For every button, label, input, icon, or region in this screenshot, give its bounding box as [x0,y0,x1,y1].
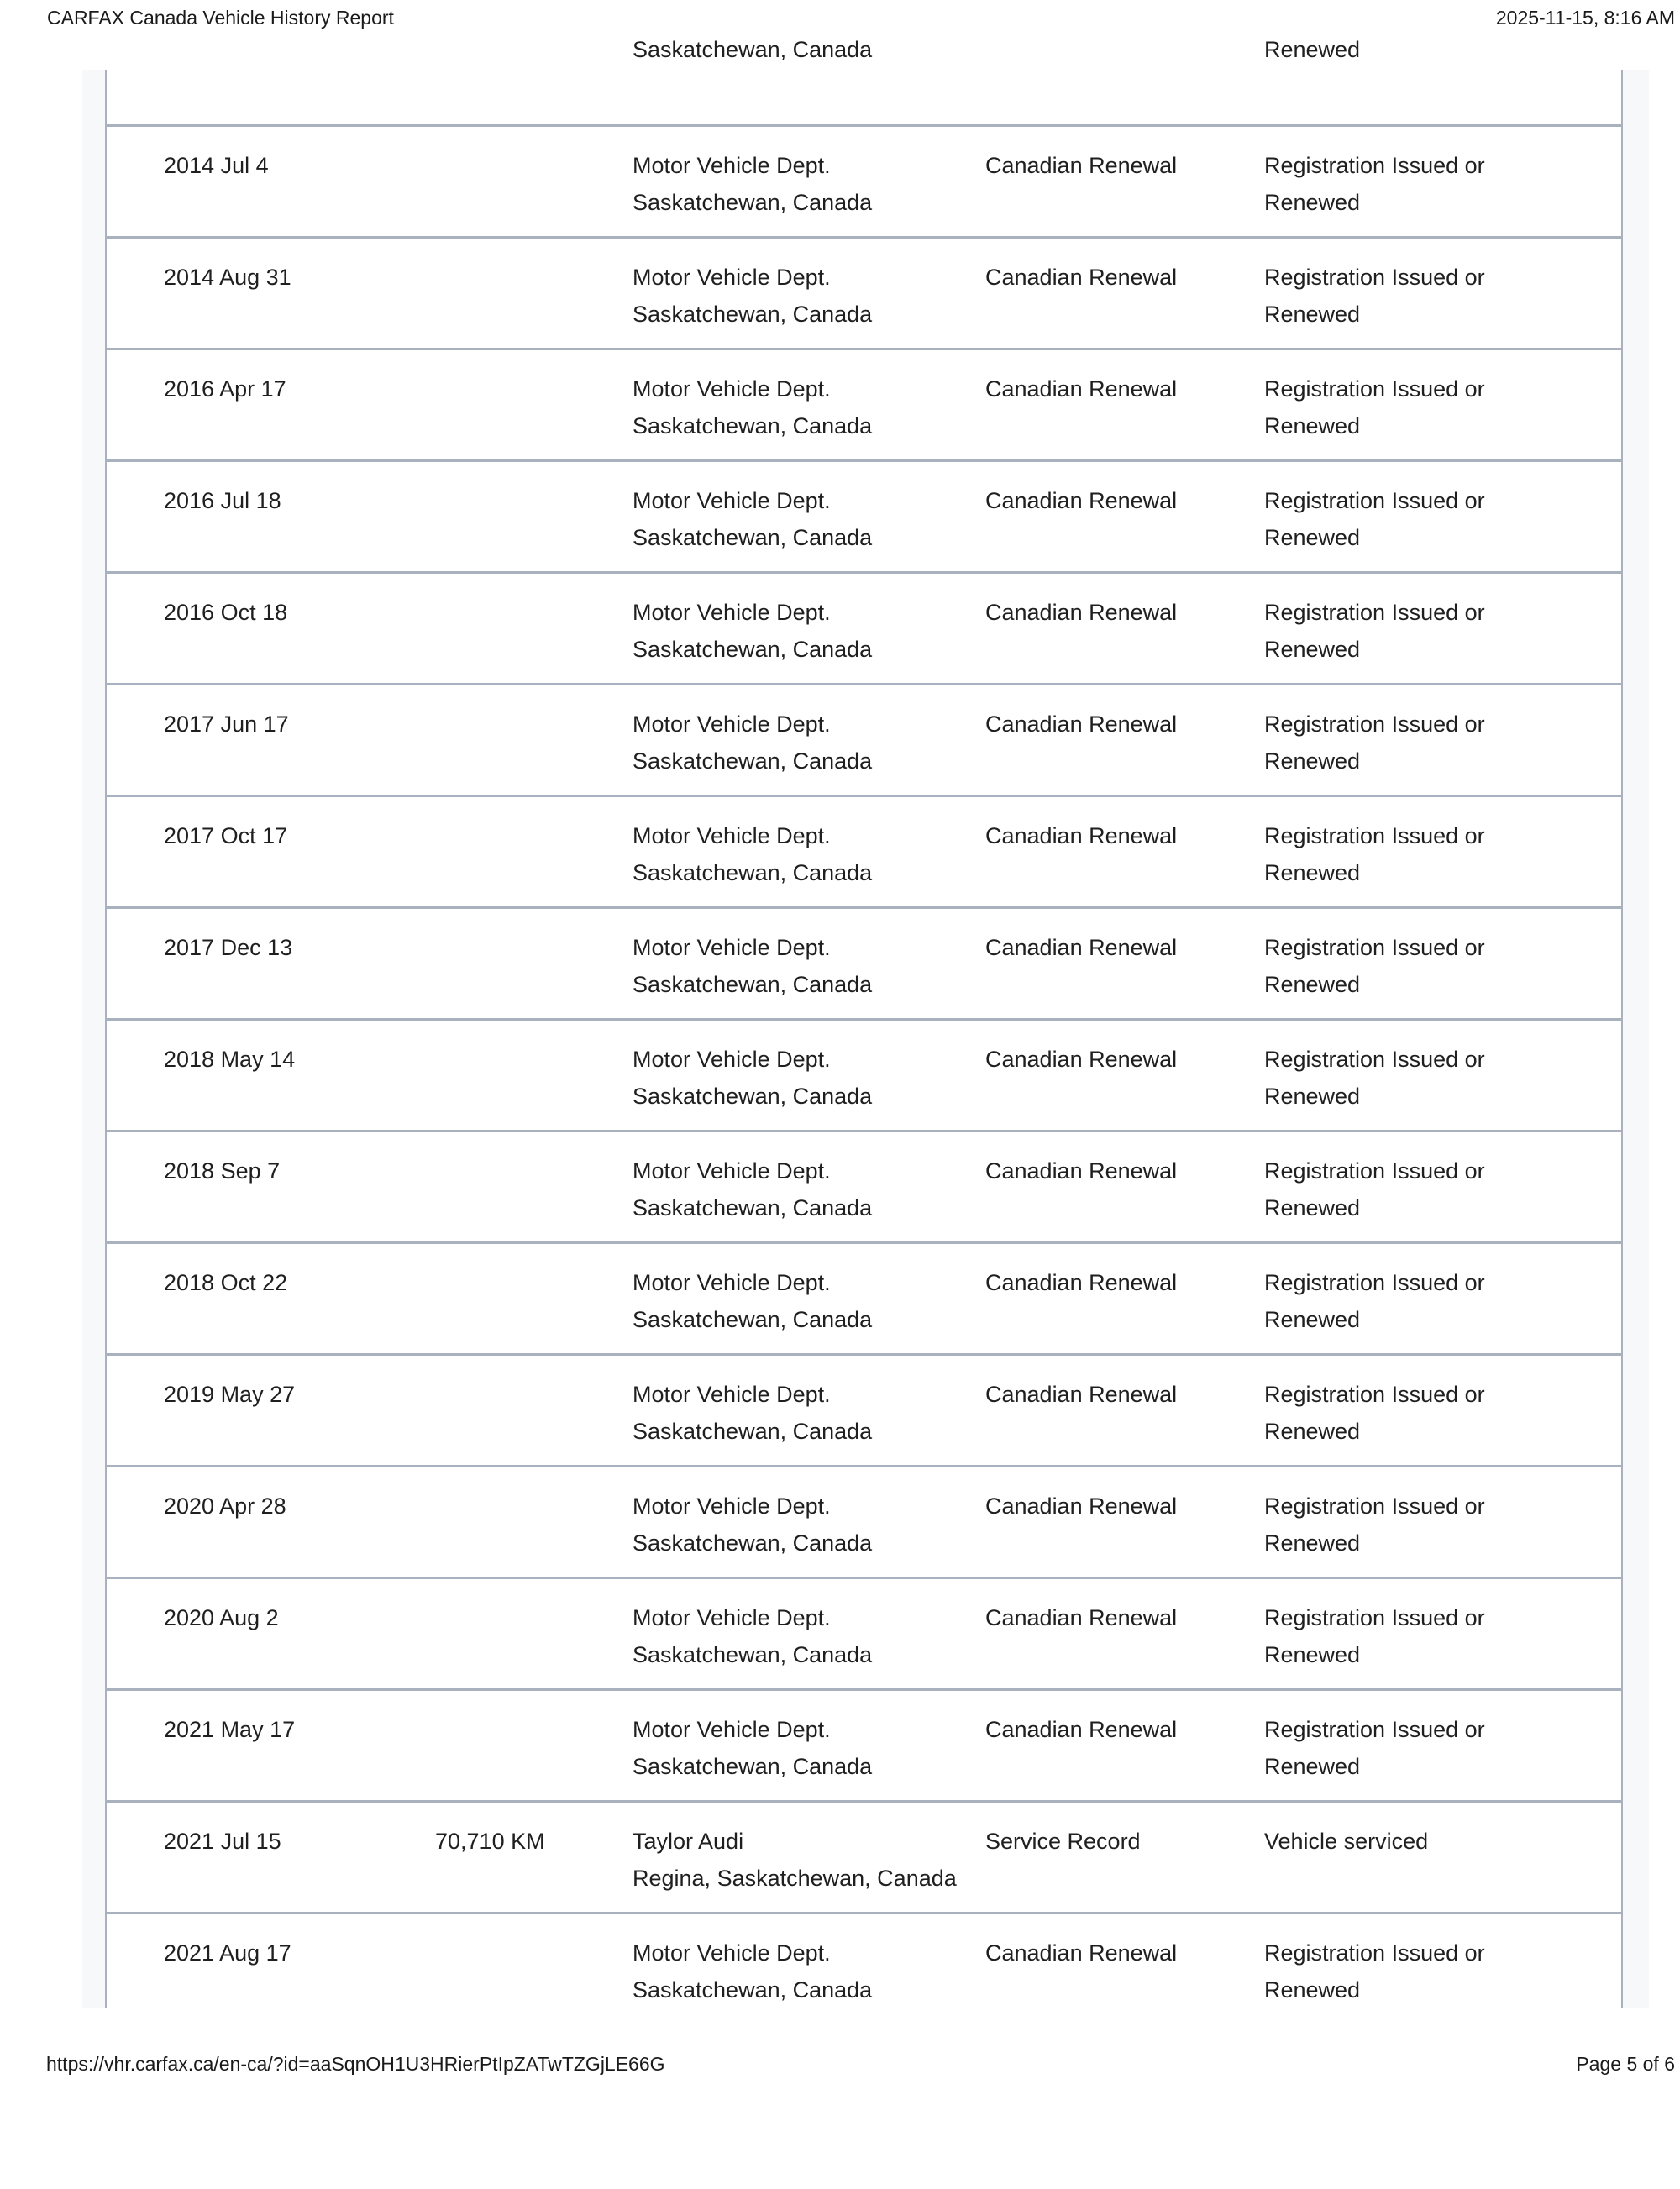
row-source: Motor Vehicle Dept. Saskatchewan, Canada [633,153,873,215]
table-rows-container [107,124,1621,2008]
table-row [107,906,1621,1018]
row-record-type: Canadian Renewal [985,1605,1178,1630]
row-details: Registration Issued or Renewed [1264,600,1485,662]
row-source: Motor Vehicle Dept. Saskatchewan, Canada [633,935,873,997]
table-row [107,571,1621,683]
row-odometer [435,1264,633,1353]
row-odometer [435,1376,633,1465]
row-date: 2021 Aug 17 [164,1940,291,1966]
row-details: Registration Issued or Renewed [1264,823,1485,885]
row-odometer [435,1934,633,2008]
table-row [107,1130,1621,1241]
row-record-type: Canadian Renewal [985,1940,1178,1966]
row-record-type: Canadian Renewal [985,153,1178,178]
row-odometer [435,1152,633,1241]
row-record-type: Canadian Renewal [985,935,1178,960]
page-number: Page 5 of 6 [1576,2053,1675,2075]
row-date: 2018 May 14 [164,1047,296,1072]
row-details: Registration Issued or Renewed [1264,265,1485,327]
row-source: Motor Vehicle Dept. Saskatchewan, Canada [633,1382,873,1444]
row-source: Motor Vehicle Dept. Saskatchewan, Canada [633,488,873,550]
row-details: Registration Issued or Renewed [1264,1047,1485,1109]
row-source: Motor Vehicle Dept. Saskatchewan, Canada [633,1047,873,1109]
row-record-type: Canadian Renewal [985,1158,1178,1184]
table-row [107,236,1621,348]
row-date: 2016 Jul 18 [164,488,281,513]
row-source: Motor Vehicle Dept. Saskatchewan, Canada [633,1158,873,1220]
row-details: Registration Issued or Renewed [1264,1158,1485,1220]
row-date: 2019 May 27 [164,1382,296,1407]
table-row [107,795,1621,906]
row-source: Taylor Audi Regina, Saskatchewan, Canada [633,1829,957,1891]
row-details: Registration Issued or Renewed [1264,1940,1485,2003]
row-details: Registration Issued or Renewed [1264,376,1485,438]
row-date: 2017 Jun 17 [164,711,289,737]
table-row [107,1800,1621,1912]
report-url: https://vhr.carfax.ca/en-ca/?id=aaSqnOH1U3HRierPtIpZATwTZGjLE66G [46,2053,665,2075]
row-record-type: Canadian Renewal [985,1270,1178,1295]
row-date: 2016 Oct 18 [164,600,288,625]
history-table-panel [82,70,1649,2008]
row-date: 2017 Dec 13 [164,935,293,960]
table-row [107,1577,1621,1688]
row-record-type: Canadian Renewal [985,488,1178,513]
table-row [107,124,1621,236]
row-details: Registration Issued or Renewed [1264,1382,1485,1444]
row-details: Registration Issued or Renewed [1264,1605,1485,1667]
row-date: 2018 Oct 22 [164,1270,288,1295]
split-row-continuation [0,37,1680,71]
table-row [107,1018,1621,1130]
row-source: Motor Vehicle Dept. Saskatchewan, Canada [633,376,873,438]
row-odometer [435,147,633,236]
row-record-type: Canadian Renewal [985,711,1178,737]
row-odometer [435,259,633,348]
row-date: 2020 Aug 2 [164,1605,279,1630]
table-row [107,459,1621,571]
table-row [107,1353,1621,1465]
table-row [107,1465,1621,1577]
row-date: 2020 Apr 28 [164,1493,286,1519]
row-details: Registration Issued or Renewed [1264,1493,1485,1556]
row-date: 2014 Aug 31 [164,265,291,290]
row-record-type: Canadian Renewal [985,1047,1178,1072]
row-record-type: Canadian Renewal [985,600,1178,625]
row-source: Motor Vehicle Dept. Saskatchewan, Canada [633,1605,873,1667]
row-details: Registration Issued or Renewed [1264,1270,1485,1332]
row-details: Registration Issued or Renewed [1264,1717,1485,1779]
row-source: Motor Vehicle Dept. Saskatchewan, Canada [633,823,873,885]
print-footer [0,2053,1680,2080]
continuation-source-location: Saskatchewan, Canada [633,37,873,62]
row-source: Motor Vehicle Dept. Saskatchewan, Canada [633,711,873,774]
row-date: 2017 Oct 17 [164,823,288,848]
row-source: Motor Vehicle Dept. Saskatchewan, Canada [633,1270,873,1332]
row-details: Registration Issued or Renewed [1264,935,1485,997]
row-odometer [435,817,633,906]
table-row [107,348,1621,459]
row-date: 2018 Sep 7 [164,1158,281,1184]
row-source: Motor Vehicle Dept. Saskatchewan, Canada [633,600,873,662]
print-timestamp: 2025-11-15, 8:16 AM [1495,7,1675,29]
row-details: Registration Issued or Renewed [1264,153,1485,215]
row-source: Motor Vehicle Dept. Saskatchewan, Canada [633,265,873,327]
vehicle-history-table [105,70,1623,2008]
row-odometer [435,482,633,571]
row-date: 2014 Jul 4 [164,153,269,178]
row-date: 2016 Apr 17 [164,376,286,402]
row-odometer [435,1711,633,1800]
row-date: 2021 Jul 15 [164,1829,281,1854]
continuation-details: Renewed [1264,37,1361,62]
row-record-type: Canadian Renewal [985,1717,1178,1742]
row-source: Motor Vehicle Dept. Saskatchewan, Canada [633,1717,873,1779]
table-row [107,683,1621,795]
row-details: Registration Issued or Renewed [1264,488,1485,550]
row-record-type: Canadian Renewal [985,265,1178,290]
row-record-type: Canadian Renewal [985,1382,1178,1407]
row-record-type: Service Record [985,1829,1141,1854]
row-odometer: 70,710 KM [435,1829,545,1854]
print-header [0,7,1680,37]
row-odometer [435,1488,633,1577]
row-details: Registration Issued or Renewed [1264,711,1485,774]
row-details: Vehicle serviced [1264,1829,1429,1854]
row-date: 2021 May 17 [164,1717,296,1742]
row-odometer [435,370,633,459]
row-odometer [435,594,633,683]
row-source: Motor Vehicle Dept. Saskatchewan, Canada [633,1493,873,1556]
row-odometer [435,1041,633,1130]
row-odometer [435,1599,633,1688]
row-odometer [435,706,633,795]
row-odometer [435,929,633,1018]
row-source: Motor Vehicle Dept. Saskatchewan, Canada [633,1940,873,2003]
report-title: CARFAX Canada Vehicle History Report [47,7,394,29]
row-record-type: Canadian Renewal [985,1493,1178,1519]
table-row [107,1241,1621,1353]
row-record-type: Canadian Renewal [985,823,1178,848]
table-row [107,1688,1621,1800]
row-record-type: Canadian Renewal [985,376,1178,402]
split-row-remainder [107,70,1621,124]
table-row [107,1912,1621,2008]
